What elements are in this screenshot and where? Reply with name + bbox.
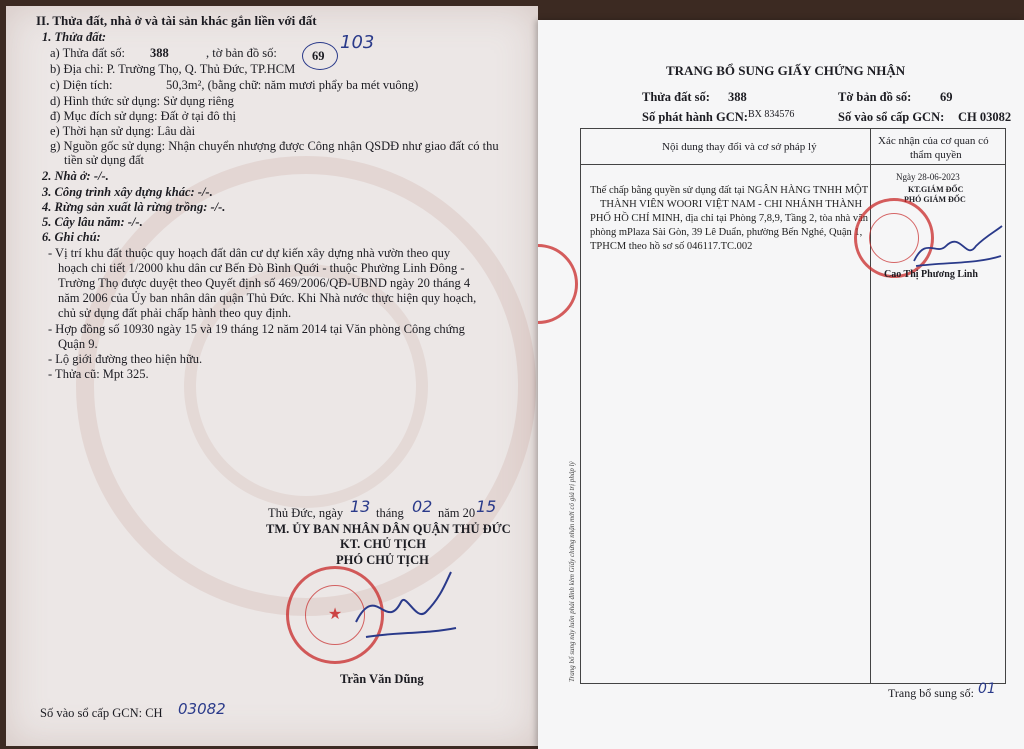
- date-month: 02: [412, 497, 433, 516]
- confirm-signer: Cao Thị Phương Linh: [884, 269, 978, 280]
- handwritten-map-number: 103: [340, 32, 375, 53]
- watermark-emblem: [76, 156, 536, 616]
- confirm-role-1: KT.GIÁM ĐỐC: [908, 185, 964, 194]
- parcel-number-label: a) Thửa đất số:: [50, 46, 125, 60]
- col-header-content: Nội dung thay đổi và cơ sở pháp lý: [662, 141, 817, 153]
- map-label: Tờ bản đồ số:: [838, 90, 912, 104]
- handwritten-circle: [302, 42, 338, 70]
- date-year-label: năm 20: [438, 506, 476, 520]
- note-line: Quận 9.: [58, 337, 98, 351]
- address-line: b) Địa chỉ: P. Trường Thọ, Q. Thủ Đức, TP.HCM: [50, 62, 296, 76]
- item-4-forest: 4. Rừng sản xuất là rừng trồng: -/-.: [42, 200, 226, 214]
- date-day: 13: [350, 497, 371, 516]
- gcn-value: BX 834576: [748, 109, 795, 120]
- content-line: THÀNH VIÊN WOORI VIỆT NAM - CHI NHÁNH THÀNH: [600, 199, 863, 210]
- parcel-label: Thửa đất số:: [642, 90, 710, 104]
- parcel-number-value: 388: [150, 46, 169, 60]
- date-prefix: Thủ Đức, ngày: [268, 506, 344, 520]
- usage-form-line: d) Hình thức sử dụng: Sử dụng riêng: [50, 94, 234, 108]
- date-year: 15: [476, 497, 497, 516]
- page-label: Trang bổ sung số:: [888, 686, 974, 700]
- area-label: c) Diện tích:: [50, 78, 113, 92]
- section-title: II. Thửa đất, nhà ở và tài sản khác gắn liền với đất: [36, 13, 317, 28]
- right-supplement-page: [538, 20, 1024, 749]
- content-line: PHỐ HỒ CHÍ MINH, địa chỉ tại Phòng 7,8,9, Tầng 2, tòa nhà văn: [590, 213, 869, 224]
- cert-number-label: Số vào sổ cấp GCN: CH: [40, 706, 163, 720]
- note-line: - Vị trí khu đất thuộc quy hoạch đất dân cư dự kiến xây dựng nhà vườn theo quy: [48, 246, 451, 260]
- note-line: Trường Thọ được duyệt theo Quyết định số 469/2006/QĐ-UBND ngày 20 tháng 4: [58, 276, 471, 290]
- item-1-title: 1. Thửa đất:: [42, 30, 107, 44]
- item-5-trees: 5. Cây lâu năm: -/-.: [42, 215, 143, 229]
- col-header-confirm-1: Xác nhận của cơ quan có: [878, 135, 989, 147]
- usage-term-line: e) Thời hạn sử dụng: Lâu dài: [50, 124, 196, 138]
- cert-number-value: 03082: [178, 700, 226, 718]
- content-line: phòng mPlaza Sài Gòn, 39 Lê Duẩn, phường Bến Nghé, Quận 1,: [590, 227, 863, 238]
- note-line: - Thửa cũ: Mpt 325.: [48, 367, 149, 381]
- page-value: 01: [978, 681, 996, 697]
- item-3-construction: 3. Công trình xây dựng khác: -/-.: [42, 185, 213, 199]
- confirm-signature-mark: [906, 216, 1006, 276]
- edge-seal: [538, 244, 578, 324]
- signature-mark: [346, 562, 466, 652]
- date-month-label: tháng: [376, 506, 404, 520]
- usage-origin-line-2: tiền sử dụng đất: [64, 153, 145, 167]
- left-certificate-page: [6, 6, 538, 746]
- note-line: - Hợp đồng số 10930 ngày 15 và 19 tháng 12 năm 2014 tại Văn phòng Công chứng: [48, 322, 465, 336]
- note-line: hoạch chi tiết 1/2000 khu dân cư Bến Đò Bình Quới - thuộc Phường Linh Đông -: [58, 261, 465, 275]
- vice-chairman: PHÓ CHỦ TỊCH: [336, 553, 429, 567]
- official-seal: ★: [286, 566, 384, 664]
- table-header-rule: [580, 164, 1006, 165]
- confirm-role-2: PHÓ GIÁM ĐỐC: [904, 195, 966, 204]
- signer-name: Trần Văn Dũng: [340, 672, 424, 686]
- book-value: CH 03082: [958, 110, 1012, 124]
- item-2-house: 2. Nhà ở: -/-.: [42, 169, 109, 183]
- note-line: năm 2006 của Ủy ban nhân dân quận Thủ Đức. Khi Nhà nước thực hiện quy hoạch,: [58, 291, 477, 305]
- map-sheet-value: 69: [312, 49, 325, 63]
- col-header-confirm-2: thẩm quyền: [910, 149, 962, 161]
- parcel-value: 388: [728, 90, 747, 104]
- usage-purpose-line: đ) Mục đích sử dụng: Đất ở tại đô thị: [50, 109, 236, 123]
- gcn-label: Số phát hành GCN:: [642, 110, 748, 124]
- content-line: Thế chấp bằng quyền sử dụng đất tại NGÂN HÀNG TNHH MỘT: [590, 185, 869, 196]
- map-sheet-label: , tờ bản đồ số:: [206, 46, 277, 60]
- map-value: 69: [940, 90, 953, 104]
- note-line: chủ sử dụng đất phải chấp hành theo quy định.: [58, 306, 292, 320]
- side-legal-note: Trang bổ sung này luôn phải đính kèm Giấy chứng nhận mới có giá trị pháp lý: [568, 461, 576, 682]
- issuing-org: TM. ỦY BAN NHÂN DÂN QUẬN THỦ ĐỨC: [266, 522, 511, 536]
- supplement-title: TRANG BỔ SUNG GIẤY CHỨNG NHẬN: [666, 63, 906, 78]
- note-line: - Lộ giới đường theo hiện hữu.: [48, 352, 203, 366]
- area-value: 50,3m², (bằng chữ: năm mươi phẩy ba mét vuông): [166, 78, 419, 92]
- content-line: TPHCM theo hồ sơ số 046117.TC.002: [590, 241, 753, 252]
- kt-chairman: KT. CHỦ TỊCH: [340, 537, 427, 551]
- confirm-date: Ngày 28-06-2023: [896, 172, 960, 182]
- item-6-notes-title: 6. Ghi chú:: [42, 230, 101, 244]
- usage-origin-line-1: g) Nguồn gốc sử dụng: Nhận chuyển nhượng được Công nhận QSDĐ như giao đất có thu: [50, 139, 499, 153]
- book-label: Số vào sổ cấp GCN:: [838, 110, 945, 124]
